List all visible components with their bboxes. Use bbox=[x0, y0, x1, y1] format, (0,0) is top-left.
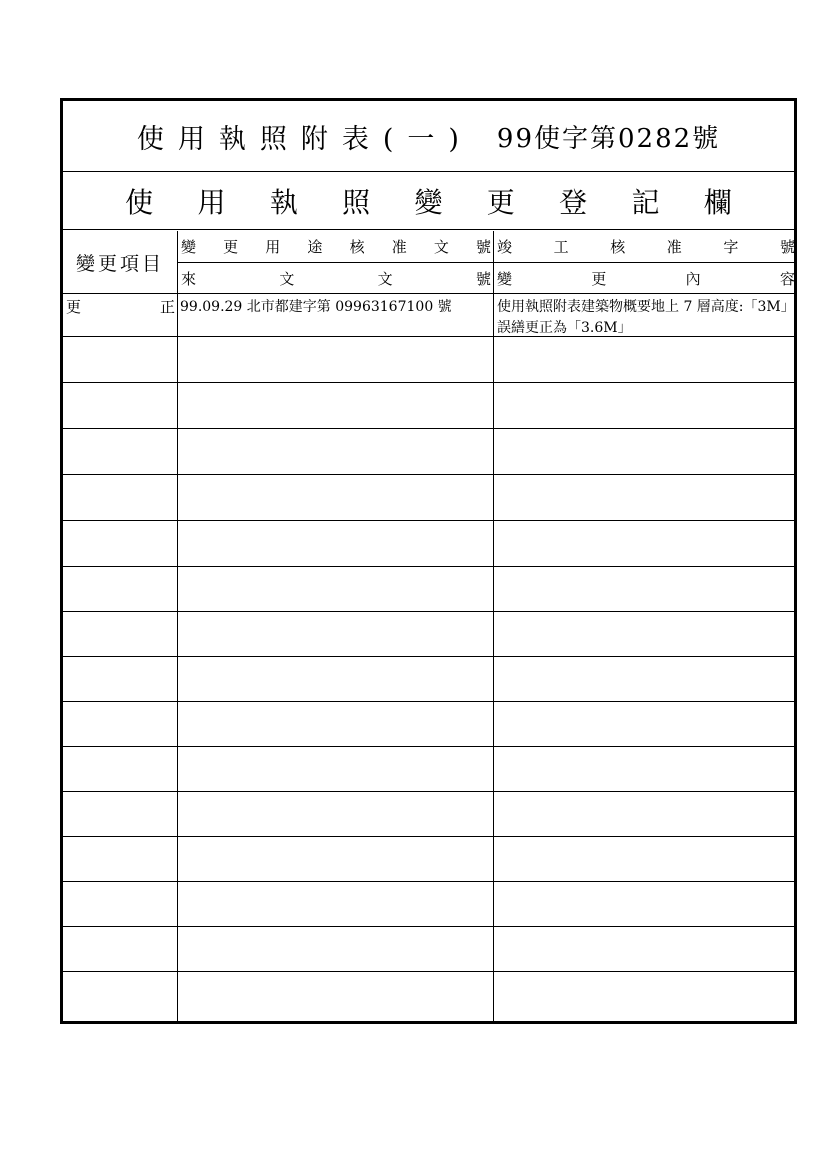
license-number: 99使字第0282號 bbox=[496, 123, 721, 154]
table-row bbox=[63, 383, 794, 429]
header-char: 更 bbox=[591, 269, 607, 288]
table-row bbox=[63, 475, 794, 521]
change-content-text: 使用執照附表建築物概要地上 7 層高度:「3M」誤繕更正為「3.6M」 bbox=[497, 299, 795, 336]
section-title-char: 更 bbox=[486, 185, 515, 219]
section-title-char: 用 bbox=[197, 185, 226, 219]
table-row bbox=[63, 657, 794, 702]
header-char: 竣 bbox=[497, 238, 513, 256]
form-title-row bbox=[63, 101, 794, 172]
change-item-cell bbox=[63, 294, 177, 318]
change-content-header bbox=[494, 263, 797, 293]
section-title-char: 登 bbox=[559, 185, 588, 219]
table-row bbox=[63, 567, 794, 612]
form-title: 使用執照附表(一) bbox=[136, 123, 473, 155]
table-row bbox=[63, 837, 794, 882]
header-char: 來 bbox=[181, 269, 197, 288]
header-char: 號 bbox=[475, 238, 491, 256]
header-char: 變 bbox=[181, 238, 197, 256]
section-title-char: 使 bbox=[125, 185, 154, 219]
header-char: 文 bbox=[279, 269, 295, 288]
section-title-row bbox=[63, 172, 794, 230]
change-item-char: 正 bbox=[159, 297, 175, 316]
item-column-header-label: 變更項目 bbox=[75, 252, 164, 275]
table-row bbox=[63, 747, 794, 792]
completion-approval-header bbox=[494, 231, 797, 262]
header-char: 變 bbox=[497, 269, 513, 288]
doc-number-cell bbox=[178, 294, 493, 318]
header-char: 准 bbox=[391, 238, 407, 256]
header-char: 內 bbox=[685, 269, 701, 288]
doc-number-text: 99.09.29 北市都建字第 09963167100 號 bbox=[180, 299, 452, 315]
item-column-header bbox=[63, 231, 177, 293]
change-item-char: 更 bbox=[66, 297, 82, 316]
section-title-char: 記 bbox=[631, 185, 660, 219]
header-char: 核 bbox=[610, 238, 626, 256]
license-form bbox=[60, 98, 797, 1024]
section-title-char: 欄 bbox=[703, 185, 732, 219]
header-char: 核 bbox=[349, 238, 365, 256]
header-char: 工 bbox=[553, 238, 569, 256]
usage-approval-header bbox=[178, 231, 493, 262]
section-title-char: 變 bbox=[414, 185, 443, 219]
section-title-char: 執 bbox=[269, 185, 298, 219]
header-char: 准 bbox=[666, 238, 682, 256]
table-row bbox=[63, 702, 794, 747]
header-char: 號 bbox=[779, 238, 795, 256]
header-char: 途 bbox=[307, 238, 323, 256]
table-row bbox=[63, 521, 794, 567]
header-char: 字 bbox=[723, 238, 739, 256]
header-char: 文 bbox=[377, 269, 393, 288]
change-content-cell bbox=[494, 294, 797, 337]
header-char: 號 bbox=[475, 269, 491, 288]
table-row bbox=[63, 882, 794, 927]
section-title-char: 照 bbox=[342, 185, 371, 219]
header-char: 用 bbox=[265, 238, 281, 256]
header-char: 容 bbox=[779, 269, 795, 288]
table-row bbox=[63, 792, 794, 837]
table-row bbox=[63, 612, 794, 657]
header-char: 更 bbox=[223, 238, 239, 256]
table-row bbox=[63, 927, 794, 972]
table-row bbox=[63, 337, 794, 383]
header-char: 文 bbox=[433, 238, 449, 256]
table-row bbox=[63, 429, 794, 475]
incoming-doc-header bbox=[178, 263, 493, 293]
